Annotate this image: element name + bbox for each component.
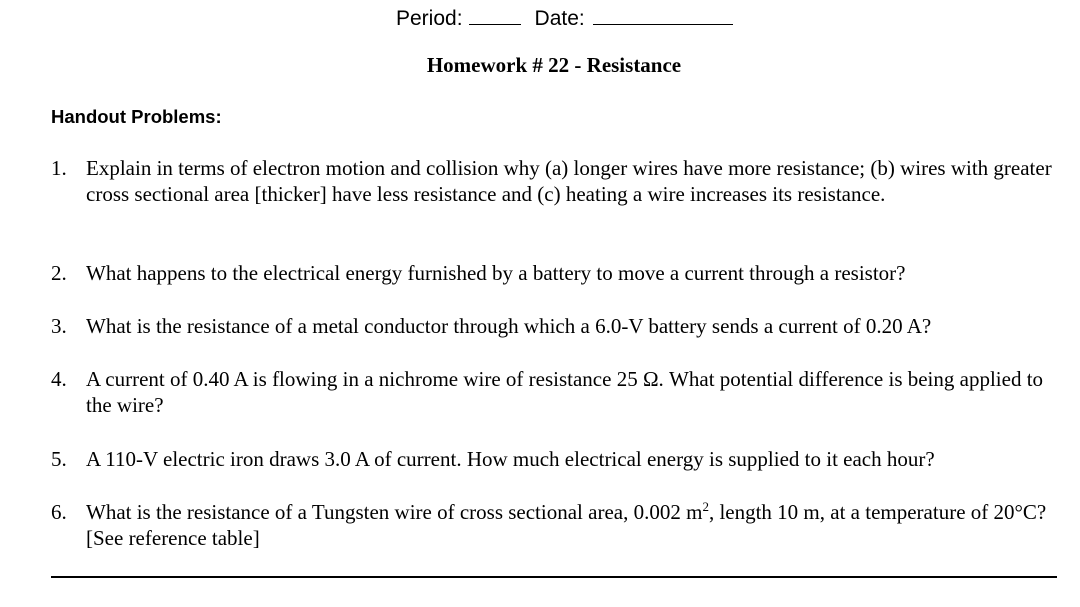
problem-text (86, 499, 1061, 551)
superscript: 2 (702, 499, 709, 514)
problem-text: What is the resistance of a metal conductor through which a 6.0-V battery sends a current of 0.20 A? (86, 314, 932, 338)
problem-item (51, 260, 1061, 286)
problem-item (51, 313, 1061, 339)
date-label: Date: (534, 7, 585, 30)
problem-text: A current of 0.40 A is flowing in a nichrome wire of resistance 25 Ω. What potential difference is being applied to the wire? (86, 367, 1044, 417)
problem-text-part: What is the resistance of a Tungsten wire of cross sectional area, 0.002 m (86, 500, 703, 524)
period-date-row (396, 4, 733, 31)
problem-text: Explain in terms of electron motion and collision why (a) longer wires have more resistance; (b) wires with greater cross sectional area [thicker] have less resistance and (c) heating a wire increases its resistance. (86, 156, 1052, 206)
problem-item (51, 446, 1061, 472)
problem-number: 1. (51, 156, 67, 180)
problem-item (51, 155, 1061, 207)
bottom-divider (51, 576, 1057, 578)
problem-number: 4. (51, 367, 67, 391)
period-label: Period: (396, 7, 463, 30)
problem-number: 5. (51, 447, 67, 471)
problem-number: 2. (51, 261, 67, 285)
problem-number: 3. (51, 314, 67, 338)
problem-text: A 110-V electric iron draws 3.0 A of current. How much electrical energy is supplied to it each hour? (86, 447, 935, 471)
period-blank[interactable] (469, 4, 521, 25)
date-blank[interactable] (593, 4, 733, 25)
problem-item (51, 499, 1061, 551)
problem-number: 6. (51, 500, 67, 524)
page-title: Homework # 22 - Resistance (426, 53, 682, 77)
problem-text: What happens to the electrical energy furnished by a battery to move a current through a resistor? (86, 261, 906, 285)
section-heading: Handout Problems: (51, 106, 222, 127)
problem-text-part: , length 10 m, at a temperature of 20°C? [See reference table] (86, 500, 1047, 550)
problem-item (51, 366, 1061, 418)
